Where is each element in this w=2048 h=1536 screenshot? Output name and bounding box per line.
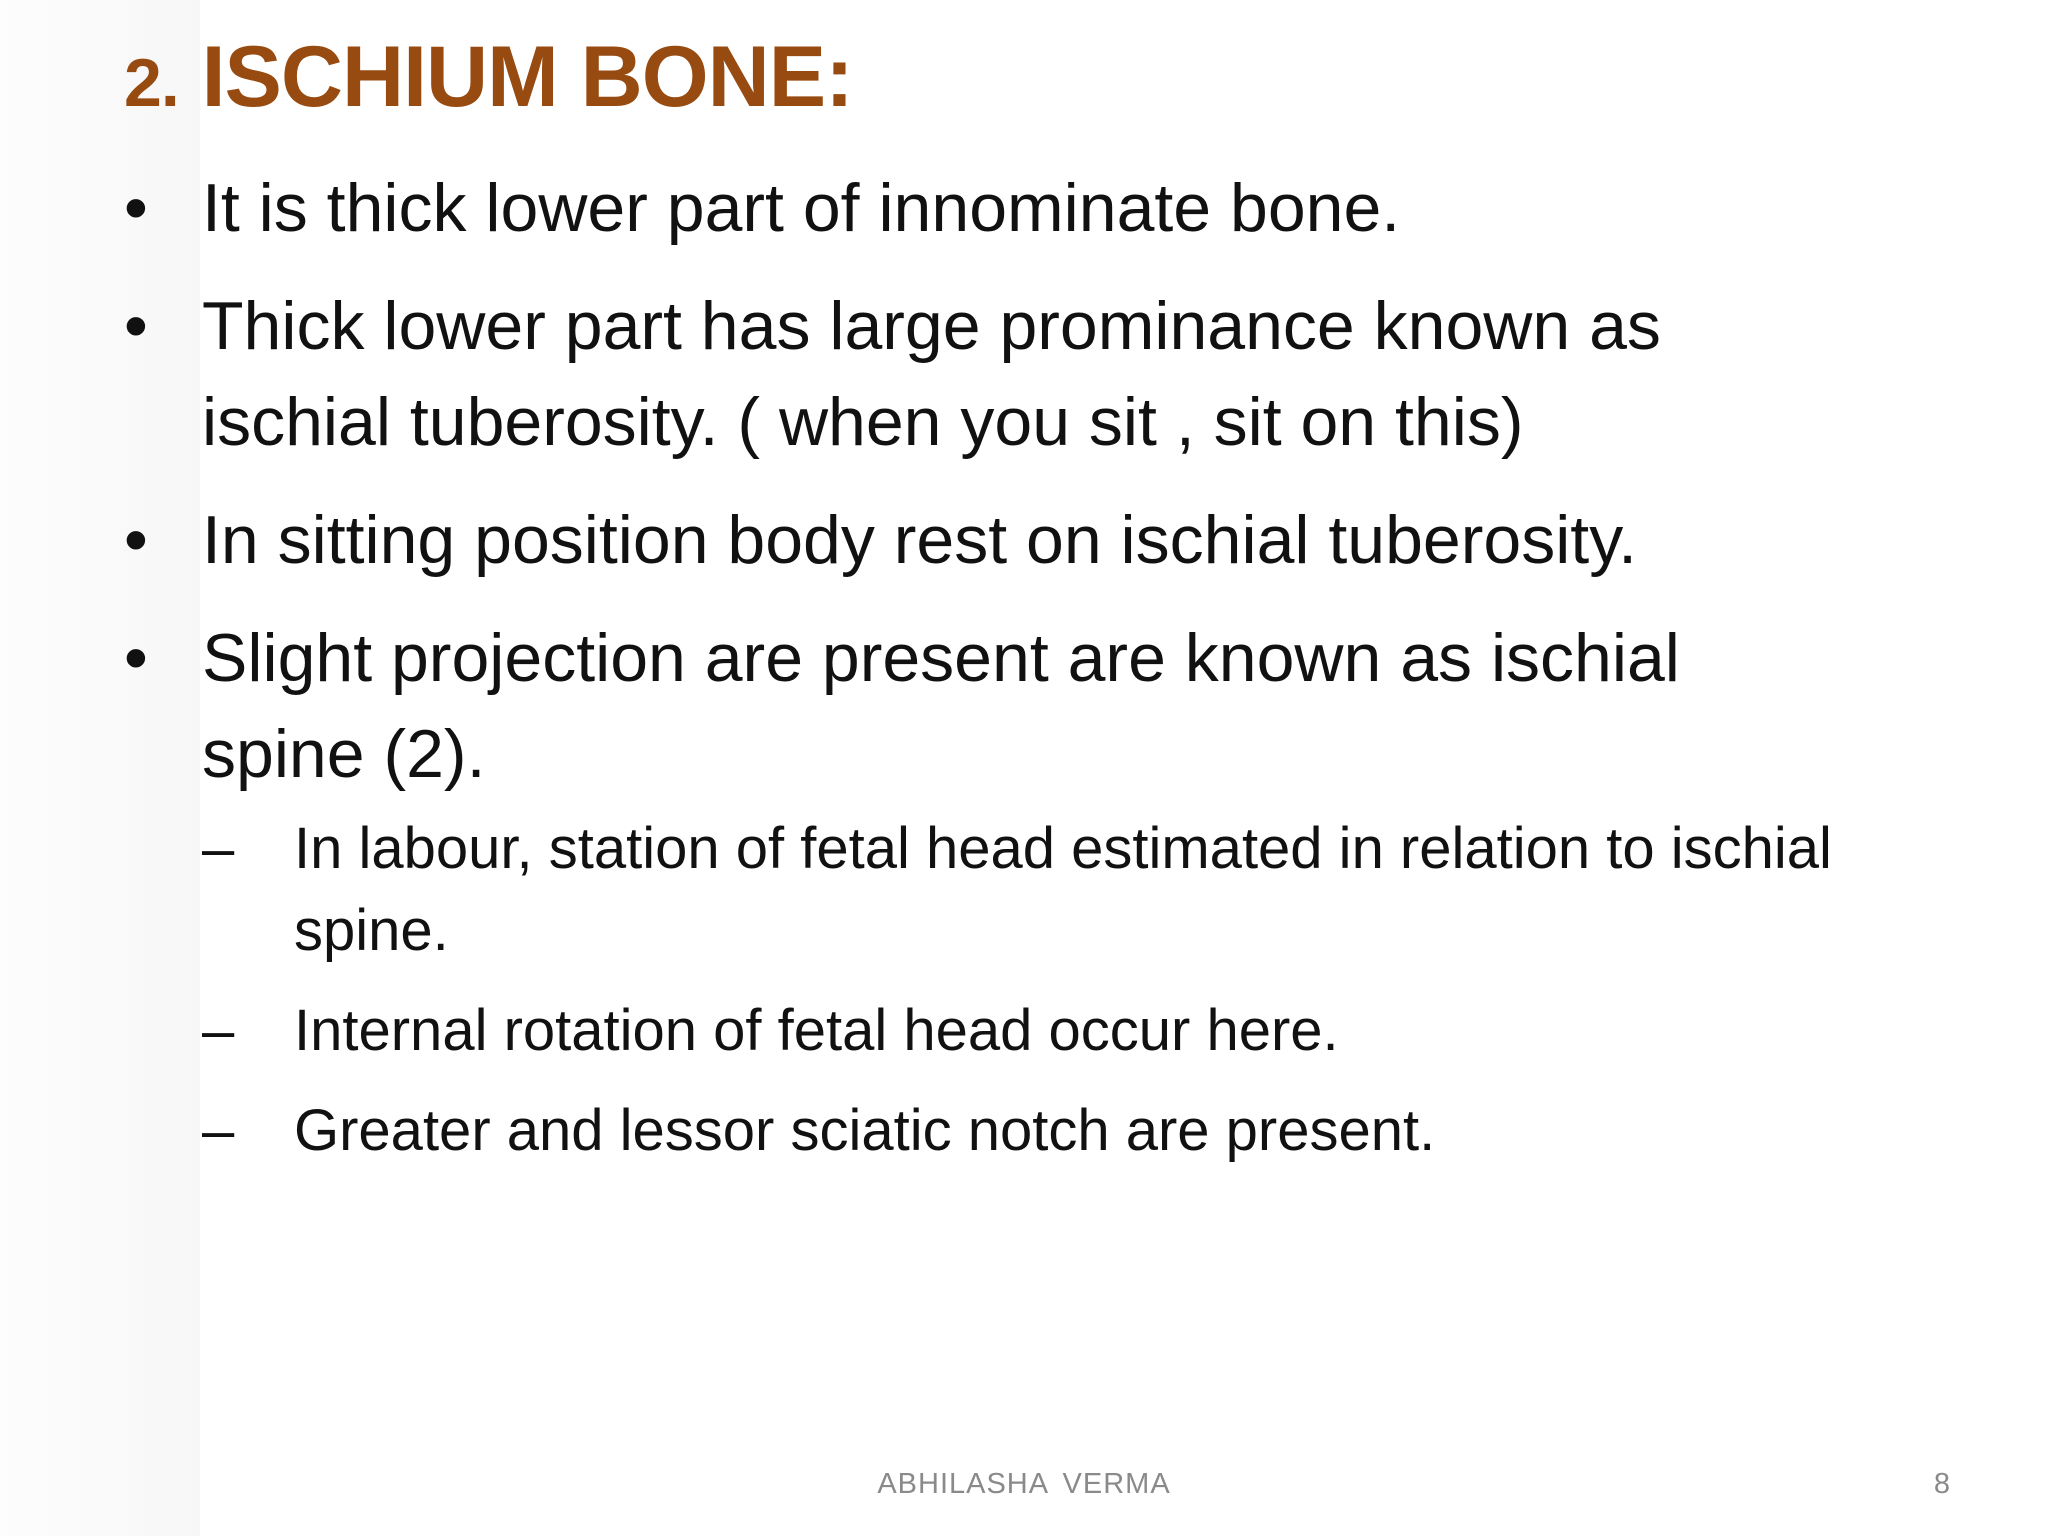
sub-bullet-text: In labour, station of fetal head estimated in relation to ischial spine. [294,816,1832,963]
sub-bullet-text: Greater and lessor sciatic notch are present. [294,1098,1436,1163]
sub-bullet-text: Internal rotation of fetal head occur here. [294,998,1339,1063]
bullet-dot-icon: • [124,170,148,246]
footer-author: ABHILASHA VERMA [877,1468,1171,1500]
bullet-text: Thick lower part has large prominance known as ischial tuberosity. ( when you sit , sit on this) [202,288,1661,460]
title-number: 2. [124,45,179,121]
dash-icon: – [202,998,235,1063]
bullet-dot-icon: • [124,502,148,578]
sub-bullet-item [202,1090,1844,1172]
bullet-text: It is thick lower part of innominate bone. [202,170,1401,246]
title-text: ISCHIUM BONE: [201,29,853,125]
bullet-item [124,492,1844,588]
dash-icon: – [202,1098,235,1163]
sub-bullet-item [202,990,1844,1072]
bullet-item [124,278,1844,470]
sub-bullet-list [202,808,1844,1172]
sub-bullet-item [202,808,1844,972]
bullet-list [124,160,1844,1194]
bullet-item [124,160,1844,256]
bullet-dot-icon: • [124,620,148,696]
dash-icon: – [202,816,235,881]
page-number: 8 [1933,1468,1950,1500]
bullet-item [124,610,1844,1172]
bullet-text: Slight projection are present are known as ischial spine (2). [202,620,1680,792]
bullet-text: In sitting position body rest on ischial tuberosity. [202,502,1638,578]
slide-title [124,28,853,127]
bullet-dot-icon: • [124,288,148,364]
